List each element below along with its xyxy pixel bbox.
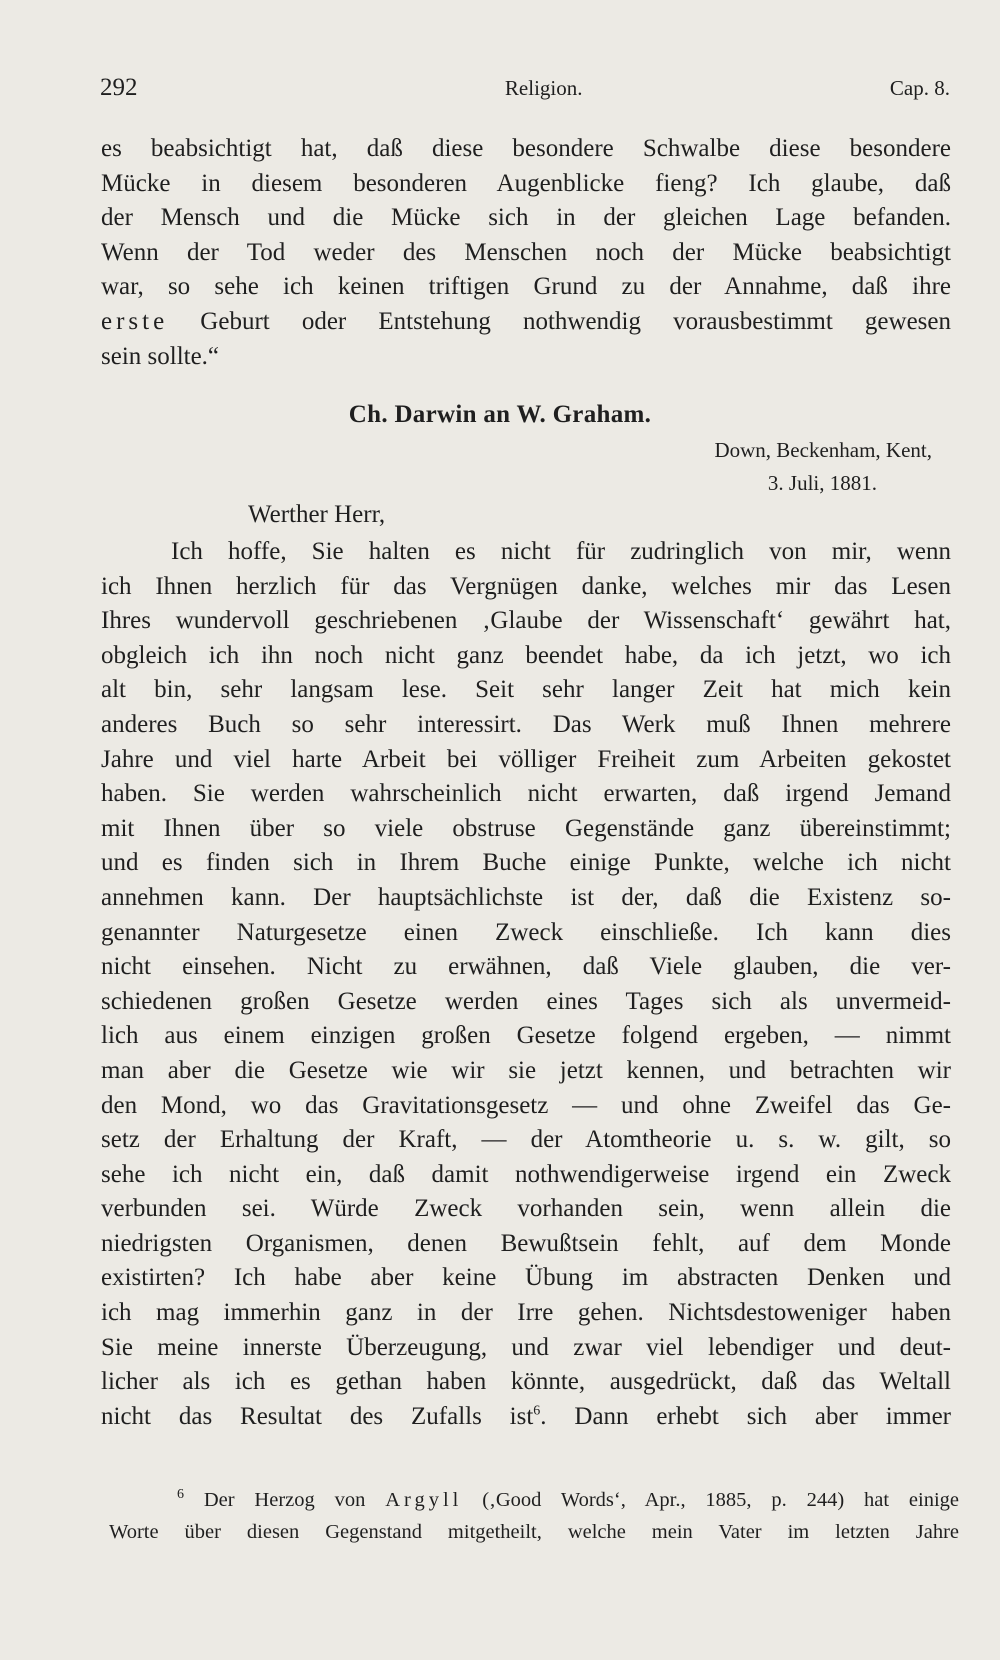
text-line: ich Ihnen herzlich für das Vergnügen danke, welches mir das Lesen (101, 572, 951, 600)
text-fragment: . Dann erhebt sich aber immer (540, 1402, 951, 1430)
text-line: alt bin, sehr langsam lese. Seit sehr langer Zeit hat mich kein (101, 676, 951, 704)
emphasized-name: Argyll (385, 1489, 463, 1511)
text-line (101, 305, 951, 340)
text-line: man aber die Gesetze wie wir sie jetzt kennen, und betrachten wir (101, 1056, 951, 1084)
footnote (109, 1484, 959, 1548)
text-line: mit Ihnen über so viele obstruse Gegenstände ganz übereinstimmt; (101, 814, 951, 842)
text-line: haben. Sie werden wahrscheinlich nicht erwarten, daß irgend Jemand (101, 780, 951, 808)
text-line: obgleich ich ihn noch nicht ganz beendet habe, da ich jetzt, wo ich (101, 641, 951, 669)
letter-dateline (714, 434, 932, 500)
text-line: und es finden sich in Ihrem Buche einige Punkte, welche ich nicht (101, 849, 951, 877)
text-line (101, 1400, 951, 1435)
intro-paragraph (101, 132, 951, 374)
footnote-line: Worte über diesen Gegenstand mitgetheilt, welche mein Vater im letzten Jahre (109, 1521, 959, 1543)
text-line: Mücke in diesem besonderen Augenblicke fieng? Ich glaube, daß (101, 169, 951, 197)
running-title: Religion. (504, 76, 583, 100)
text-line: ich mag immerhin ganz in der Irre gehen. Nichtsdestoweniger haben (101, 1299, 951, 1327)
text-line: Ihres wundervoll geschriebenen ‚Glaube der Wissenschaft‘ gewährt hat, (101, 607, 951, 635)
text-fragment: (‚Good Words‘, Apr., 1885, p. 244) hat einige (462, 1489, 959, 1511)
letter-heading: Ch. Darwin an W. Graham. (348, 401, 652, 428)
text-line: war, so sehe ich keinen triftigen Grund zu der Annahme, daß ihre (101, 273, 951, 301)
footnote-reference[interactable]: 6 (533, 1403, 541, 1419)
text-fragment: Der Herzog von (184, 1489, 386, 1511)
letter-salutation: Werther Herr, (248, 501, 386, 528)
text-fragment: Geburt oder Entstehung nothwendig vorausbestimmt gewesen (168, 307, 951, 335)
letter-place: Down, Beckenham, Kent, (714, 438, 932, 462)
text-line: nicht einsehen. Nicht zu erwähnen, daß Viele glauben, die ver- (101, 953, 951, 981)
text-line: licher als ich es gethan haben könnte, ausgedrückt, daß das Weltall (101, 1368, 951, 1396)
emphasized-word: erste (101, 307, 169, 335)
text-line: den Mond, wo das Gravitationsgesetz — und ohne Zweifel das Ge- (101, 1091, 951, 1119)
text-line: niedrigsten Organismen, denen Bewußtsein fehlt, auf dem Monde (101, 1229, 951, 1257)
text-fragment: nicht das Resultat des Zufalls ist (101, 1402, 534, 1430)
text-line: der Mensch und die Mücke sich in der gleichen Lage befanden. (101, 204, 951, 232)
text-line: annehmen kann. Der hauptsächlichste ist der, daß die Existenz so- (101, 883, 951, 911)
text-line: anderes Buch so sehr interessirt. Das Werk muß Ihnen mehrere (101, 710, 951, 738)
page-number: 292 (100, 74, 138, 101)
text-line: genannter Naturgesetze einen Zweck einschließe. Ich kann dies (101, 918, 951, 946)
text-line: lich aus einem einzigen großen Gesetze folgend ergeben, — nimmt (101, 1022, 951, 1050)
text-line: sein sollte.“ (101, 342, 220, 370)
text-line: schiedenen großen Gesetze werden eines Tages sich als unvermeid- (101, 987, 951, 1015)
chapter-label: Cap. 8. (889, 76, 950, 100)
text-line: Wenn der Tod weder des Menschen noch der Mücke beabsichtigt (101, 238, 951, 266)
letter-body (101, 535, 951, 1434)
text-line: Jahre und viel harte Arbeit bei völliger Freiheit zum Arbeiten gekostet (101, 745, 951, 773)
footnote-marker: 6 (177, 1487, 184, 1503)
text-line: es beabsichtigt hat, daß diese besondere Schwalbe diese besondere (101, 135, 951, 162)
text-line: verbunden sei. Würde Zweck vorhanden sein, wenn allein die (101, 1195, 951, 1223)
text-line: setz der Erhaltung der Kraft, — der Atomtheorie u. s. w. gilt, so (101, 1126, 951, 1154)
letter-date: 3. Juli, 1881. (767, 471, 877, 495)
text-line: Sie meine innerste Überzeugung, und zwar viel lebendiger und deut- (101, 1333, 951, 1361)
running-header (100, 74, 950, 102)
text-line: existirten? Ich habe aber keine Übung im abstracten Denken und (101, 1264, 951, 1292)
text-line: Ich hoffe, Sie halten es nicht für zudringlich von mir, wenn (171, 538, 951, 565)
footnote-line (109, 1484, 959, 1516)
text-line: sehe ich nicht ein, daß damit nothwendigerweise irgend ein Zweck (101, 1160, 951, 1188)
